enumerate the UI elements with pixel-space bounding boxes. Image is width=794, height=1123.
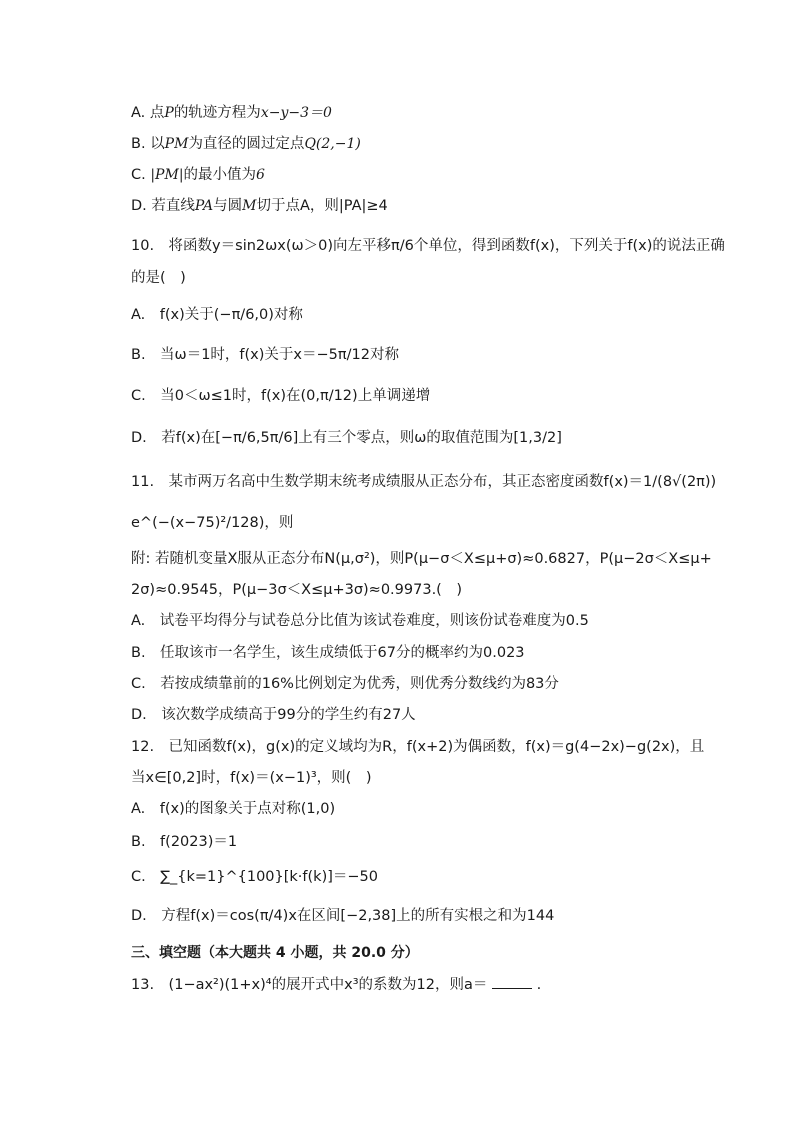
option-label: D. [131,198,147,214]
option-text: 以 [150,136,165,152]
option-math: |PM| [150,167,184,183]
q11-stem-line2: e^(−(x−75)²/128)，则 [131,515,294,531]
q9-option-b [131,134,361,154]
q11-option-a: A. 试卷平均得分与试卷总分比值为该试卷难度，则该份试卷难度为0.5 [131,613,589,629]
q12-stem-line2: 当x∈[0,2]时，f(x)＝(x−1)³，则( ) [131,770,372,786]
q12-option-c: C. ∑_{k=1}^{100}[k·f(k)]＝−50 [131,869,378,885]
q10-option-d: D. 若f(x)在[−π/6,5π/6]上有三个零点，则ω的取值范围为[1,3/2] [131,430,562,446]
option-label: A. [131,105,146,121]
q12-stem-line1: 12. 已知函数f(x)，g(x)的定义域均为R，f(x+2)为偶函数，f(x)＝g(4−2x)−g(2x)，且 [131,739,705,755]
option-label: C. [131,167,146,183]
q10-stem-line2: 的是( ) [131,270,186,286]
option-math: M [242,198,257,214]
q13-text: 13. (1−ax²)(1+x)⁴的展开式中x³的系数为12，则a＝ [131,977,488,993]
option-text: 与圆 [213,198,243,214]
q11-stem-line1: 11. 某市两万名高中生数学期末统考成绩服从正态分布，其正态密度函数f(x)＝1/(8√(2π)) [131,474,717,490]
q12-option-d: D. 方程f(x)＝cos(π/4)x在区间[−2,38]上的所有实根之和为144 [131,908,555,924]
q13-stem [131,975,541,995]
q11-option-d: D. 该次数学成绩高于99分的学生约有27人 [131,707,416,723]
answer-blank[interactable] [492,975,532,989]
q10-option-a: A. f(x)关于(−π/6,0)对称 [131,307,303,323]
option-math: x−y−3＝0 [260,105,332,121]
q10-stem-line1: 10. 将函数y＝sin2ωx(ω＞0)向左平移π/6个单位，得到函数f(x)，下列关于f(x)的说法正确 [131,238,725,254]
q12-option-a: A. f(x)的图象关于点对称(1,0) [131,801,336,817]
option-text: 为直径的圆过定点 [188,136,305,152]
q9-option-a [131,103,332,123]
section-heading: 三、填空题（本大题共 4 小题，共 20.0 分） [131,945,419,961]
q9-option-c [131,165,265,185]
q13-period: . [536,977,542,993]
q10-option-c: C. 当0＜ω≤1时，f(x)在(0,π/12)上单调递增 [131,388,431,404]
q11-note-line2: 2σ)≈0.9545，P(μ−3σ＜X≤μ+3σ)≈0.9973.( ) [131,582,462,598]
q9-option-d [131,196,388,216]
option-math: 6 [256,167,265,183]
option-text: 点 [149,105,165,121]
option-math: PM [164,136,189,152]
option-math: PA [194,198,214,214]
option-math: Q(2,−1) [304,136,361,152]
option-label: B. [131,136,146,152]
option-math: P [164,105,174,121]
option-text: 的轨迹方程为 [173,105,261,121]
q11-option-c: C. 若按成绩靠前的16%比例划定为优秀，则优秀分数线约为83分 [131,676,559,692]
option-text: 的最小值为 [183,167,257,183]
q10-option-b: B. 当ω＝1时，f(x)关于x＝−5π/12对称 [131,347,399,363]
q12-option-b: B. f(2023)＝1 [131,834,238,850]
option-text: 若直线 [151,198,195,214]
q11-option-b: B. 任取该市一名学生，该生成绩低于67分的概率约为0.023 [131,645,525,661]
q11-note-line1: 附: 若随机变量X服从正态分布N(μ,σ²)，则P(μ−σ＜X≤μ+σ)≈0.6827，P(μ−2σ＜X≤μ+ [131,551,712,567]
option-text: 切于点A，则|PA|≥4 [256,198,388,214]
